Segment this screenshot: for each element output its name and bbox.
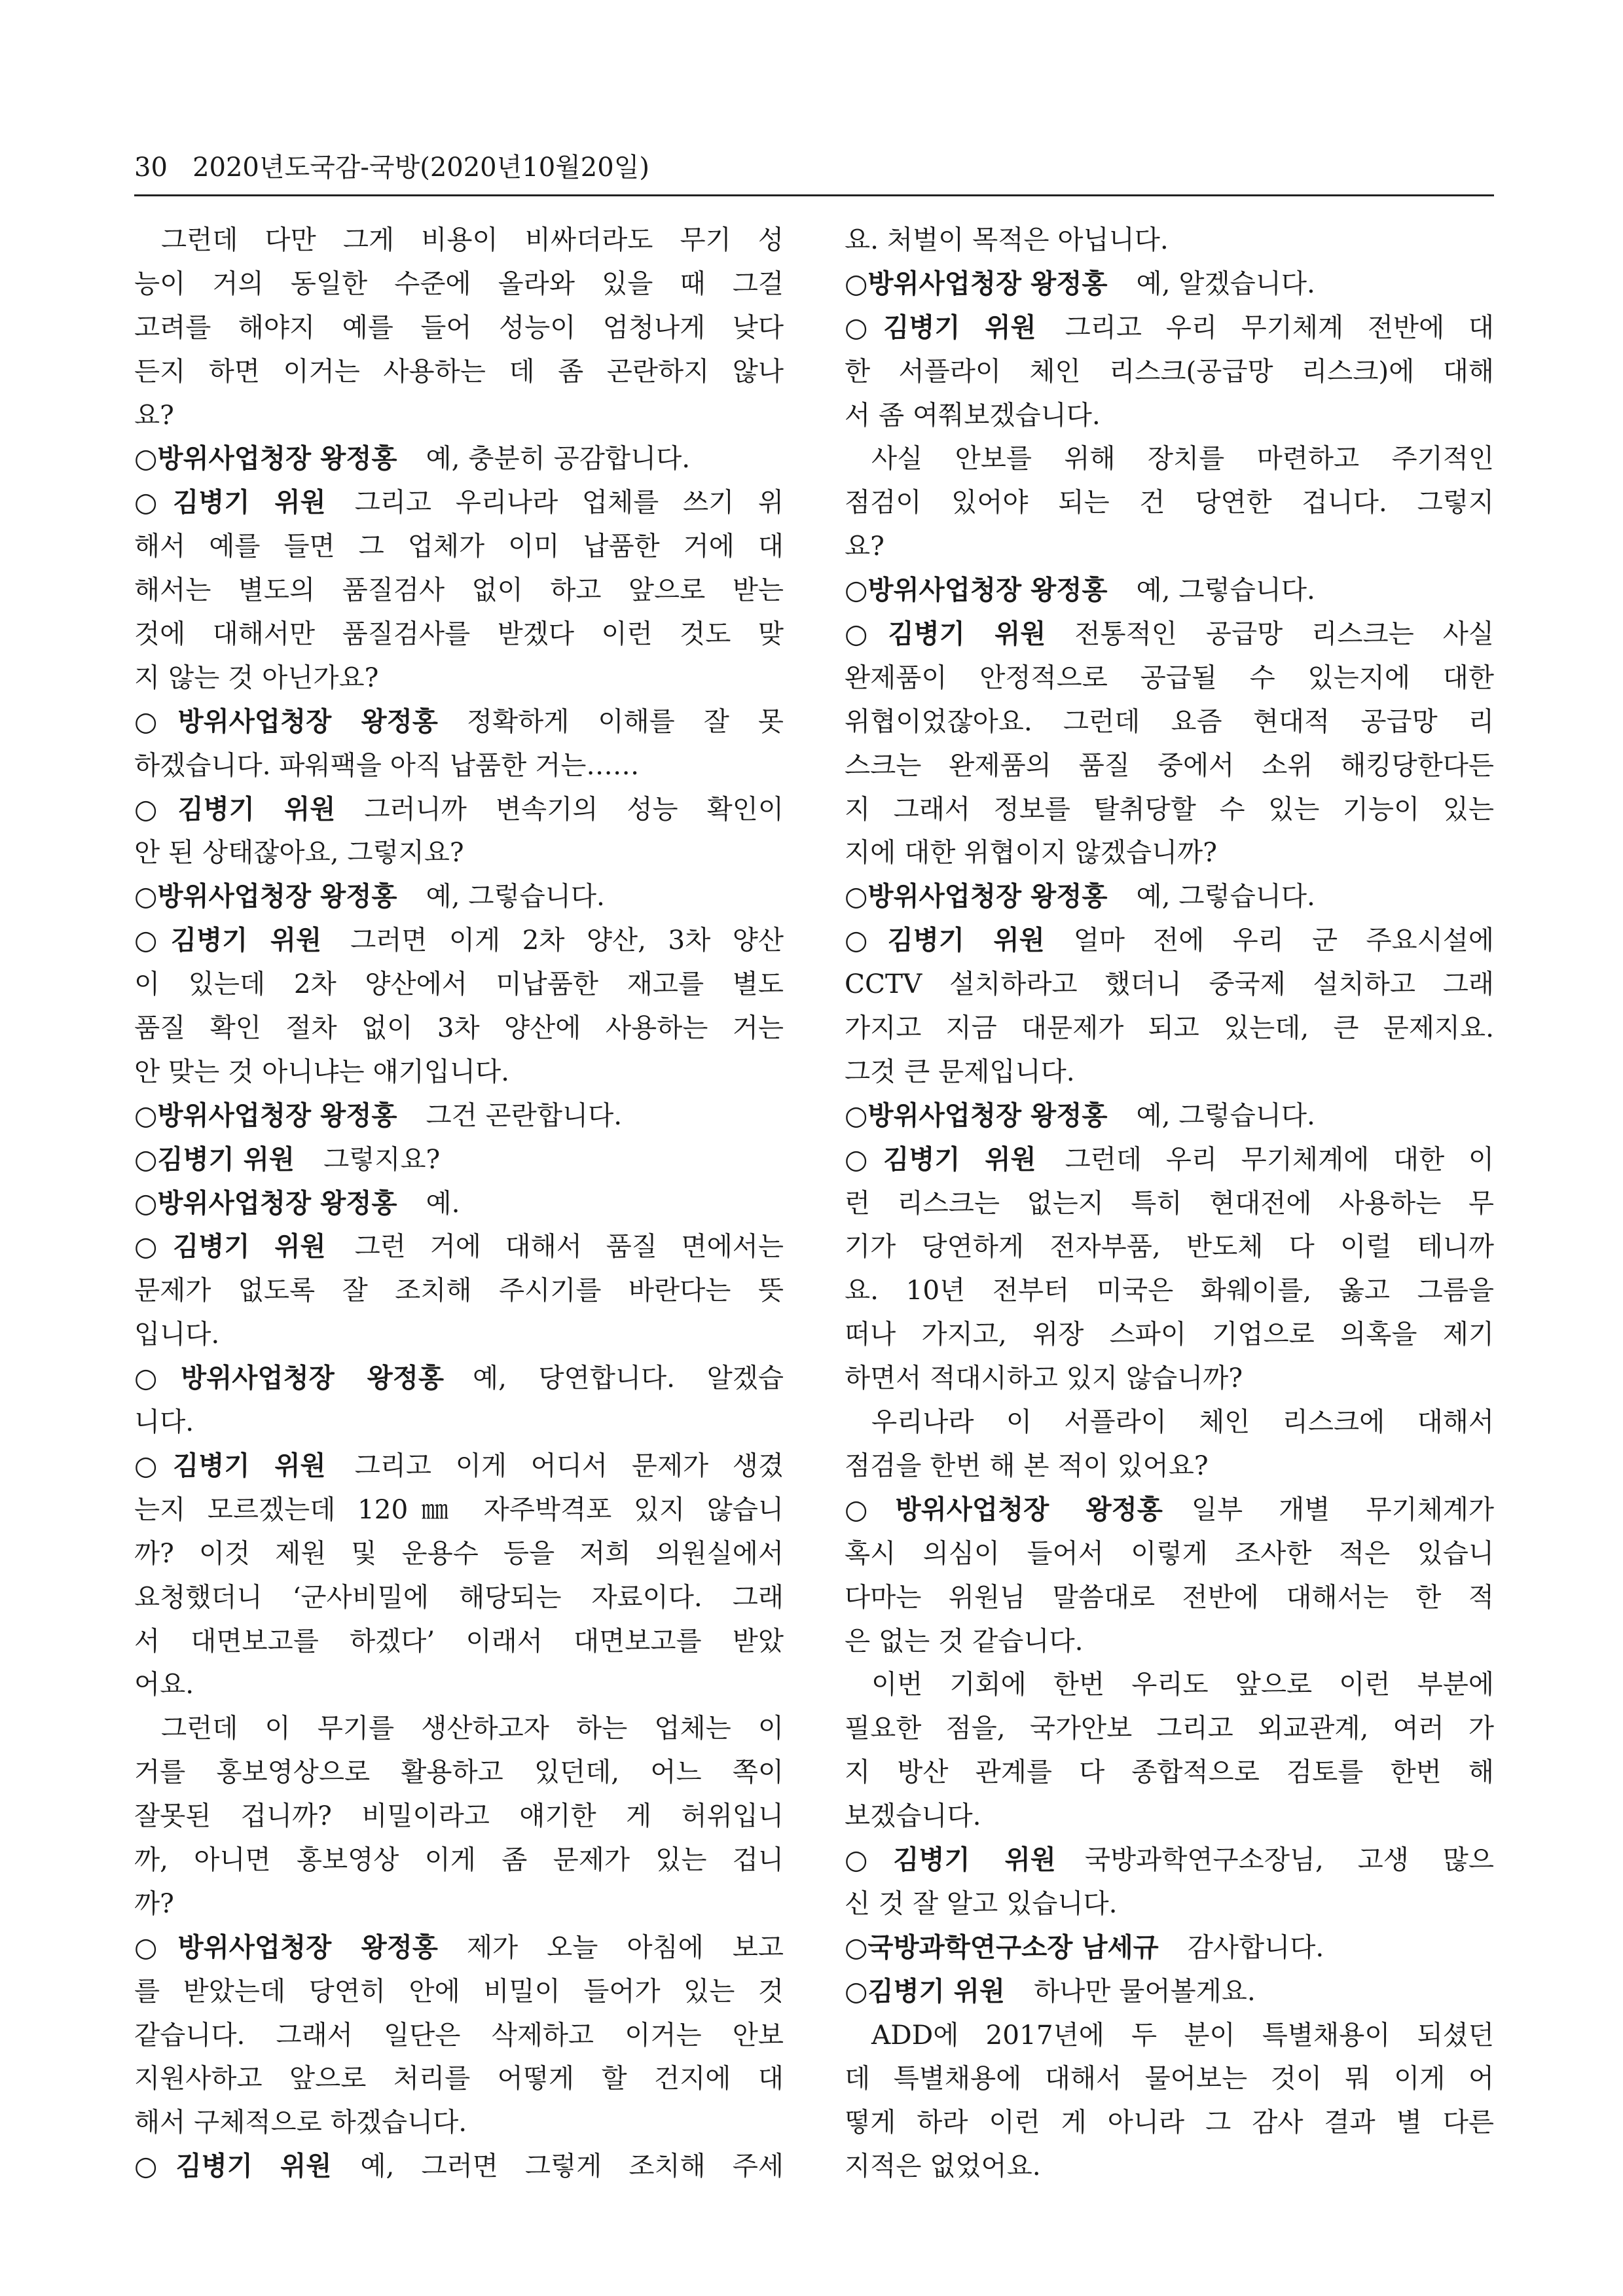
speaker-label: ○방위사업청장 왕정홍 — [845, 1099, 1108, 1131]
page-number: 30 — [134, 152, 168, 183]
speaker-label: ○김병기 위원 — [134, 1449, 326, 1481]
transcript-line — [845, 1006, 1494, 1050]
transcript-line — [845, 1750, 1494, 1794]
line-text: 가지고 지금 대문제가 되고 있는데, 큰 문제지요. — [845, 1012, 1494, 1044]
transcript-line — [134, 1926, 784, 1969]
left-column — [134, 218, 784, 2188]
transcript-line — [134, 1838, 784, 1882]
transcript-line — [845, 656, 1494, 700]
transcript-line — [845, 1268, 1494, 1312]
transcript-line — [845, 480, 1494, 524]
line-text: 지원사하고 앞으로 처리를 어떻게 할 건지에 대 — [134, 2062, 784, 2094]
speaker-label: ○방위사업청장 왕정홍 — [845, 574, 1108, 606]
transcript-line — [134, 2144, 784, 2188]
line-text: 요. 처벌이 목적은 아닙니다. — [845, 224, 1169, 255]
transcript-line — [134, 437, 784, 480]
line-text: 제가 오늘 아침에 보고 — [466, 1931, 784, 1963]
line-text: 지에 대한 위협이지 않겠습니까? — [845, 836, 1217, 869]
transcript-line — [845, 393, 1494, 437]
speaker-label: ○김병기 위원 — [845, 1843, 1056, 1875]
transcript-line — [134, 744, 784, 787]
line-text: 그것 큰 문제입니다. — [845, 1055, 1075, 1087]
transcript-line — [134, 350, 784, 393]
transcript-line — [134, 1706, 784, 1750]
transcript-line — [845, 524, 1494, 568]
line-text: 감사합니다. — [1187, 1931, 1324, 1963]
line-text: 입니다. — [134, 1318, 220, 1350]
transcript-line — [845, 744, 1494, 787]
line-text: 필요한 점을, 국가안보 그리고 외교관계, 여러 가 — [845, 1712, 1494, 1744]
transcript-line — [134, 262, 784, 306]
speaker-label: ○김병기 위원 — [845, 311, 1036, 343]
line-text: ADD에 2017년에 두 분이 특별채용이 되셨던 — [871, 2018, 1494, 2051]
line-text: 품질 확인 절차 없이 3차 양산에 사용하는 거는 — [134, 1012, 784, 1044]
line-text: 요청했더니 ‘군사비밀에 해당되는 자료이다. 그래 — [134, 1581, 784, 1613]
transcript-line — [845, 306, 1494, 350]
line-text: 그건 곤란합니다. — [426, 1099, 623, 1131]
line-text: 를 받았는데 당연히 안에 비밀이 들어가 있는 것 — [134, 1975, 784, 2007]
transcript-line — [845, 2056, 1494, 2100]
line-text: 어요. — [134, 1668, 194, 1700]
speaker-label: ○방위사업청장 왕정홍 — [845, 267, 1108, 299]
line-text: 그리고 우리나라 업체를 쓰기 위 — [354, 486, 784, 518]
transcript-line — [845, 1838, 1494, 1882]
speaker-label: ○방위사업청장 왕정홍 — [134, 880, 397, 912]
transcript-line — [134, 1444, 784, 1488]
transcript-line — [134, 480, 784, 524]
line-text: 지 방산 관계를 다 종합적으로 검토를 한번 해 — [845, 1756, 1494, 1788]
transcript-line — [845, 1575, 1494, 1619]
line-text: 요? — [134, 399, 174, 431]
line-text: 스크는 완제품의 품질 중에서 소위 해킹당한다든 — [845, 749, 1494, 781]
transcript-line — [845, 1312, 1494, 1356]
transcript-line — [134, 218, 784, 262]
transcript-line — [845, 700, 1494, 744]
line-text: 그러니까 변속기의 성능 확인이 — [364, 793, 784, 825]
transcript-line — [134, 656, 784, 700]
speaker-label: ○방위사업청장 왕정홍 — [134, 1099, 397, 1131]
line-text: 능이 거의 동일한 수준에 올라와 있을 때 그걸 — [134, 267, 784, 299]
transcript-line — [134, 874, 784, 918]
transcript-line — [845, 962, 1494, 1006]
speaker-label: ○김병기 위원 — [845, 924, 1045, 956]
speaker-label: ○방위사업청장 왕정홍 — [134, 1187, 397, 1219]
transcript-line — [134, 1006, 784, 1050]
transcript-line — [134, 1575, 784, 1619]
line-text: 그런데 우리 무기체계에 대한 이 — [1065, 1143, 1494, 1175]
line-text: 다마는 위원님 말씀대로 전반에 대해서는 한 적 — [845, 1581, 1494, 1613]
line-text: 해서 구체적으로 하겠습니다. — [134, 2106, 467, 2138]
line-text: 같습니다. 그래서 일단은 삭제하고 이거는 안보 — [134, 2018, 784, 2051]
transcript-line — [845, 1706, 1494, 1750]
transcript-line — [845, 787, 1494, 831]
line-text: 그런데 이 무기를 생산하고자 하는 업체는 이 — [161, 1712, 784, 1744]
line-text: 그런데 다만 그게 비용이 비싸더라도 무기 성 — [161, 224, 784, 255]
transcript-line — [134, 1882, 784, 1926]
line-text: 이번 기회에 한번 우리도 앞으로 이런 부분에 — [871, 1668, 1494, 1700]
line-text: 예, 그렇습니다. — [1136, 574, 1315, 606]
transcript-line — [134, 524, 784, 568]
transcript-line — [845, 1400, 1494, 1444]
speaker-label: ○방위사업청장 왕정홍 — [134, 1931, 438, 1963]
line-text: 요? — [845, 530, 884, 562]
transcript-line — [134, 1488, 784, 1532]
line-text: 예, 그렇습니다. — [1136, 1099, 1315, 1131]
transcript-line — [134, 393, 784, 437]
line-text: 점검이 있어야 되는 건 당연한 겁니다. 그렇지 — [845, 486, 1494, 518]
transcript-line — [134, 306, 784, 350]
line-text: 예. — [426, 1187, 460, 1219]
transcript-line — [845, 437, 1494, 480]
transcript-line — [134, 568, 784, 612]
line-text: 지 않는 것 아닌가요? — [134, 661, 379, 693]
transcript-line — [845, 1619, 1494, 1663]
transcript-line — [134, 1662, 784, 1706]
transcript-line — [134, 831, 784, 874]
line-text: 기가 당연하게 전자부품, 반도체 다 이럴 테니까 — [845, 1230, 1494, 1263]
speaker-label: ○방위사업청장 왕정홍 — [134, 442, 397, 475]
line-text: 그리고 이게 어디서 문제가 생겼 — [354, 1449, 784, 1481]
transcript-line — [134, 1181, 784, 1225]
line-text: 한 서플라이 체인 리스크(공급망 리스크)에 대해 — [845, 355, 1494, 387]
line-text: 전통적인 공급망 리스크는 사실 — [1074, 618, 1494, 650]
transcript-line — [134, 2013, 784, 2057]
speaker-label: ○김병기 위원 — [134, 1230, 326, 1263]
line-text: 까? 이것 제원 및 운용수 등을 저희 의원실에서 — [134, 1537, 784, 1569]
line-text: 예, 그렇습니다. — [1136, 880, 1315, 912]
line-text: 문제가 없도록 잘 조치해 주시기를 바란다는 뜻 — [134, 1274, 784, 1306]
page-header — [134, 149, 1494, 186]
line-text: 하겠습니다. 파워팩을 아직 납품한 거는…… — [134, 749, 640, 781]
speaker-label: ○김병기 위원 — [845, 1975, 1006, 2007]
transcript-line — [845, 1926, 1494, 1969]
line-text: 혹시 의심이 들어서 이렇게 조사한 적은 있습니 — [845, 1537, 1494, 1569]
transcript-line — [845, 568, 1494, 612]
line-text: 까? — [134, 1887, 174, 1919]
transcript-line — [845, 1225, 1494, 1268]
line-text: 그리고 우리 무기체계 전반에 대 — [1065, 311, 1494, 343]
transcript-line — [845, 1794, 1494, 1838]
transcript-line — [134, 1268, 784, 1312]
transcript-line — [845, 2144, 1494, 2188]
speaker-label: ○국방과학연구소장 남세규 — [845, 1931, 1159, 1963]
transcript-line — [134, 918, 784, 962]
line-text: 것에 대해서만 품질검사를 받겠다 이런 것도 맞 — [134, 618, 784, 650]
line-text: 은 없는 것 같습니다. — [845, 1624, 1084, 1657]
line-text: 보겠습니다. — [845, 1800, 981, 1832]
line-text: 얼마 전에 우리 군 주요시설에 — [1073, 924, 1494, 956]
transcript-line — [134, 1969, 784, 2013]
transcript-line — [845, 2100, 1494, 2144]
document-title: 2020년도국감-국방(2020년10월20일) — [192, 152, 649, 183]
line-text: 든지 하면 이거는 사용하는 데 좀 곤란하지 않나 — [134, 355, 784, 387]
line-text: 떠나 가지고, 위장 스파이 기업으로 의혹을 제기 — [845, 1318, 1494, 1350]
transcript-line — [134, 1050, 784, 1094]
transcript-line — [134, 700, 784, 744]
line-text: 안 된 상태잖아요, 그렇지요? — [134, 836, 464, 869]
line-text: 떻게 하라 이런 게 아니라 그 감사 결과 별 다른 — [845, 2106, 1494, 2138]
transcript-line — [134, 1094, 784, 1138]
transcript-line — [845, 1094, 1494, 1138]
transcript-line — [134, 1138, 784, 1181]
right-column — [845, 218, 1494, 2188]
transcript-line — [845, 918, 1494, 962]
speaker-label: ○김병기 위원 — [134, 2150, 332, 2182]
line-text: 하면서 적대시하고 있지 않습니까? — [845, 1362, 1243, 1394]
transcript-line — [845, 218, 1494, 262]
line-text: 그런 거에 대해서 품질 면에서는 — [354, 1230, 784, 1263]
transcript-line — [134, 2100, 784, 2144]
line-text: 국방과학연구소장님, 고생 많으 — [1084, 1843, 1494, 1875]
line-text: 일부 개별 무기체계가 — [1191, 1493, 1494, 1525]
line-text: 요. 10년 전부터 미국은 화웨이를, 옳고 그름을 — [845, 1274, 1494, 1306]
line-text: 런 리스크는 없는지 특히 현대전에 사용하는 무 — [845, 1187, 1494, 1219]
line-text: 예, 그러면 그렇게 조치해 주세 — [360, 2150, 784, 2182]
line-text: 예, 당연합니다. 알겠습 — [472, 1362, 784, 1394]
line-text: 잘못된 겁니까? 비밀이라고 얘기한 게 허위입니 — [134, 1800, 784, 1832]
line-text: 그러면 이게 2차 양산, 3차 양산 — [350, 924, 784, 956]
transcript-line — [845, 1138, 1494, 1181]
line-text: 해서는 별도의 품질검사 없이 하고 앞으로 받는 — [134, 574, 784, 606]
line-text: 지 그래서 정보를 탈취당할 수 있는 기능이 있는 — [845, 793, 1494, 825]
line-text: 해서 예를 들면 그 업체가 이미 납품한 거에 대 — [134, 530, 784, 562]
transcript-line — [134, 2056, 784, 2100]
transcript-line — [134, 1794, 784, 1838]
line-text: 완제품이 안정적으로 공급될 수 있는지에 대한 — [845, 661, 1494, 693]
transcript-line — [845, 1356, 1494, 1400]
speaker-label: ○방위사업청장 왕정홍 — [134, 1362, 444, 1394]
transcript-line — [845, 1050, 1494, 1094]
transcript-line — [845, 1662, 1494, 1706]
speaker-label: ○김병기 위원 — [134, 1143, 295, 1175]
transcript-line — [134, 1750, 784, 1794]
line-text: 위협이었잖아요. 그런데 요즘 현대적 공급망 리 — [845, 705, 1494, 737]
line-text: 신 것 잘 알고 있습니다. — [845, 1887, 1118, 1919]
transcript-line — [845, 874, 1494, 918]
transcript-line — [845, 1969, 1494, 2013]
line-text: 예, 충분히 공감합니다. — [426, 442, 691, 475]
line-text: 서 좀 여쭤보겠습니다. — [845, 399, 1101, 431]
transcript-line — [845, 1444, 1494, 1488]
speaker-label: ○김병기 위원 — [134, 486, 326, 518]
transcript-line — [134, 1225, 784, 1268]
transcript-line — [845, 1488, 1494, 1532]
transcript-line — [134, 1619, 784, 1663]
speaker-label: ○김병기 위원 — [134, 793, 336, 825]
line-text: 안 맞는 것 아니냐는 얘기입니다. — [134, 1055, 509, 1087]
line-text: 점검을 한번 해 본 적이 있어요? — [845, 1449, 1209, 1481]
transcript-line — [845, 831, 1494, 874]
transcript-line — [134, 1532, 784, 1575]
transcript-line — [845, 1882, 1494, 1926]
transcript-line — [845, 2013, 1494, 2057]
transcript-line — [845, 350, 1494, 393]
line-text: 는지 모르겠는데 120㎜ 자주박격포 있지 않습니 — [134, 1493, 784, 1525]
line-text: 정확하게 이해를 잘 못 — [466, 705, 784, 737]
line-text: 그렇지요? — [323, 1143, 441, 1175]
speaker-label: ○김병기 위원 — [134, 924, 322, 956]
line-text: 데 특별채용에 대해서 물어보는 것이 뭐 이게 어 — [845, 2062, 1494, 2094]
line-text: 예, 알겠습니다. — [1136, 267, 1315, 299]
transcript-line — [845, 612, 1494, 656]
speaker-label: ○김병기 위원 — [845, 618, 1046, 650]
line-text: 예, 그렇습니다. — [426, 880, 605, 912]
line-text: 서 대면보고를 하겠다’ 이래서 대면보고를 받았 — [134, 1624, 784, 1657]
transcript-line — [845, 1532, 1494, 1575]
transcript-line — [134, 1356, 784, 1400]
speaker-label: ○방위사업청장 왕정홍 — [134, 705, 438, 737]
speaker-label: ○김병기 위원 — [845, 1143, 1036, 1175]
transcript-line — [134, 1400, 784, 1444]
line-text: 이 있는데 2차 양산에서 미납품한 재고를 별도 — [134, 968, 784, 1000]
transcript-line — [134, 962, 784, 1006]
speaker-label: ○방위사업청장 왕정홍 — [845, 880, 1108, 912]
line-text: CCTV 설치하라고 했더니 중국제 설치하고 그래 — [845, 968, 1494, 1000]
line-text: 사실 안보를 위해 장치를 마련하고 주기적인 — [871, 442, 1494, 475]
transcript-line — [134, 612, 784, 656]
transcript-line — [134, 787, 784, 831]
line-text: 지적은 없었어요. — [845, 2150, 1041, 2182]
line-text: 거를 홍보영상으로 활용하고 있던데, 어느 쪽이 — [134, 1756, 784, 1788]
speaker-label: ○방위사업청장 왕정홍 — [845, 1493, 1163, 1525]
line-text: 하나만 물어볼게요. — [1034, 1975, 1256, 2007]
transcript-line — [845, 1181, 1494, 1225]
transcript-line — [134, 1312, 784, 1356]
header-rule — [134, 194, 1494, 196]
line-text: 까, 아니면 홍보영상 이게 좀 문제가 있는 겁니 — [134, 1843, 784, 1875]
line-text: 고려를 해야지 예를 들어 성능이 엄청나게 낮다 — [134, 311, 784, 343]
line-text: 니다. — [134, 1406, 194, 1438]
line-text: 우리나라 이 서플라이 체인 리스크에 대해서 — [871, 1406, 1494, 1438]
transcript-line — [845, 262, 1494, 306]
